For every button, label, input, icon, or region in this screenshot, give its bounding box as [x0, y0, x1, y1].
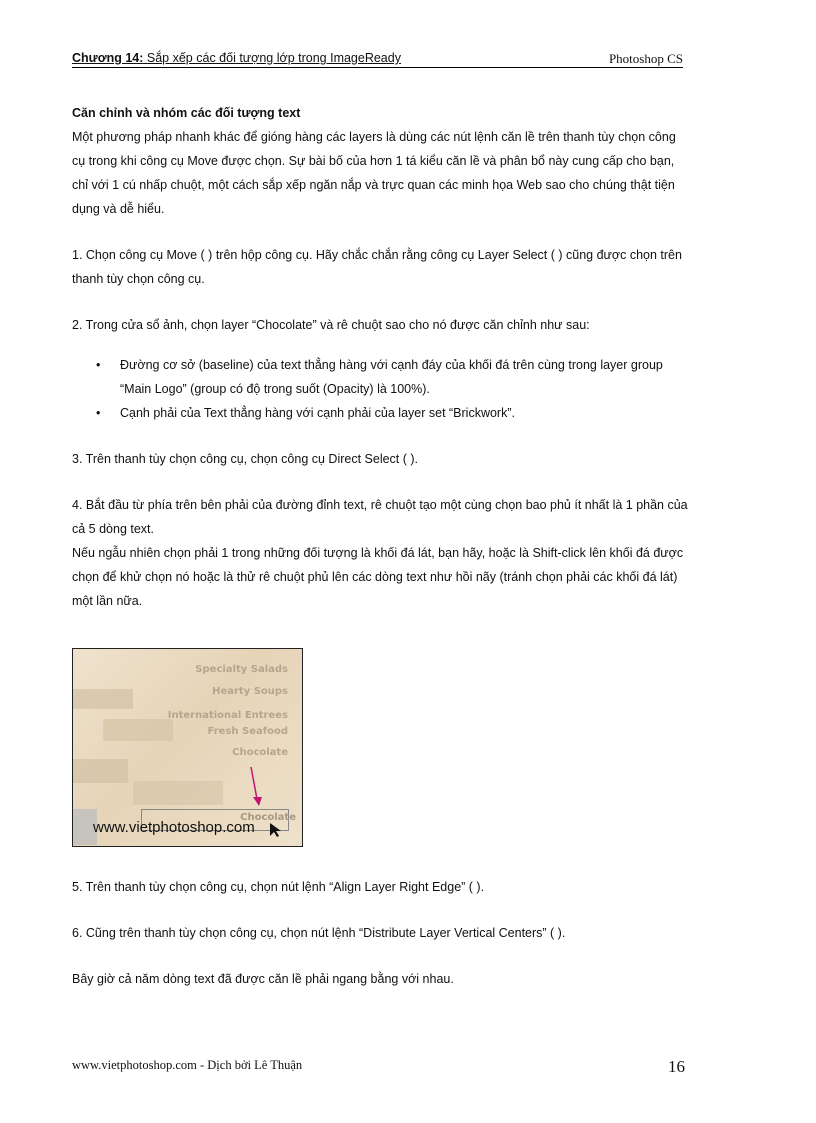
bullet-text-2: Cạnh phải của Text thẳng hàng với cạnh phải của layer set “Brickwork”.	[120, 406, 515, 420]
document-body	[72, 101, 692, 613]
step-6: 6. Cũng trên thanh tùy chọn công cụ, chọn nút lệnh “Distribute Layer Vertical Centers” ( ).	[72, 926, 566, 940]
illustration-figure	[72, 648, 303, 847]
bullet-icon: •	[96, 406, 101, 420]
menu-item-5: Chocolate	[232, 747, 288, 758]
menu-item-1: Specialty Salads	[195, 664, 288, 675]
chapter-label: Chương 14:	[72, 51, 144, 65]
bullet-text-1: Đường cơ sở (baseline) của text thẳng hàng với cạnh đáy của khối đá trên cùng trong layer group “Main Logo” (group có độ trong suốt (Opacity) là 100%).	[120, 358, 663, 396]
step-2: 2. Trong cửa sổ ảnh, chọn layer “Chocolate” và rê chuột sao cho nó được căn chỉnh như sau:	[72, 318, 590, 332]
step-1: 1. Chọn công cụ Move ( ) trên hộp công cụ. Hãy chắc chắn rằng công cụ Layer Select ( ) cũng được chọn trên thanh tùy chọn công cụ.	[72, 248, 682, 286]
menu-item-2: Hearty Soups	[212, 686, 288, 697]
cursor-arrow-icon	[269, 822, 283, 838]
page-number: 16	[668, 1057, 685, 1076]
page-header	[72, 51, 683, 68]
menu-item-3: International Entrees	[167, 710, 288, 721]
step-5: 5. Trên thanh tùy chọn công cụ, chọn nút lệnh “Align Layer Right Edge” ( ).	[72, 880, 485, 894]
chapter-heading	[72, 51, 401, 65]
section-heading: Căn chỉnh và nhóm các đối tượng text	[72, 106, 301, 120]
chapter-title: Sắp xếp các đối tượng lớp trong ImageReady	[143, 51, 401, 65]
bullet-item-1	[72, 353, 692, 401]
intro-paragraph: Một phương pháp nhanh khác để gióng hàng các layers là dùng các nút lệnh căn lề trên thanh tùy chọn công cụ trong khi công cụ Move được chọn. Sự bài bố của hơn 1 tá kiểu căn lề và phân bổ này cung cấp cho bạn, chỉ với 1 cú nhấp chuột, một cách sắp xếp ngăn nắp và trực quan các minh họa Web sao cho chúng thật tiện dụng và dễ hiểu.	[72, 130, 676, 216]
app-name: Photoshop CS	[608, 51, 683, 66]
bullet-icon: •	[96, 358, 101, 372]
footer-credit: www.vietphotoshop.com - Dịch bởi Lê Thuận	[72, 1058, 303, 1072]
step-4: 4. Bắt đầu từ phía trên bên phải của đường đỉnh text, rê chuột tạo một cùng chọn bao phủ ít nhất là 1 phần của cả 5 dòng text.	[72, 498, 688, 536]
step-3: 3. Trên thanh tùy chọn công cụ, chọn công cụ Direct Select ( ).	[72, 452, 419, 466]
dragged-menu-item: Chocolate	[240, 812, 296, 823]
bullet-item-2	[72, 401, 692, 425]
menu-item-4: Fresh Seafood	[207, 726, 288, 737]
step-4-note: Nếu ngẫu nhiên chọn phải 1 trong những đối tượng là khối đá lát, bạn hãy, hoặc là Shift-click lên khối đá được chọn để khử chọn nó hoặc là thử rê chuột phủ lên các dòng text như hồi nãy (tránh chọn phải các khối đá lát) một lần nữa.	[72, 546, 684, 608]
figure-watermark: www.vietphotoshop.com	[93, 819, 255, 836]
document-body-lower	[72, 875, 692, 991]
conclusion: Bây giờ cả năm dòng text đã được căn lề phải ngang bằng với nhau.	[72, 972, 454, 986]
